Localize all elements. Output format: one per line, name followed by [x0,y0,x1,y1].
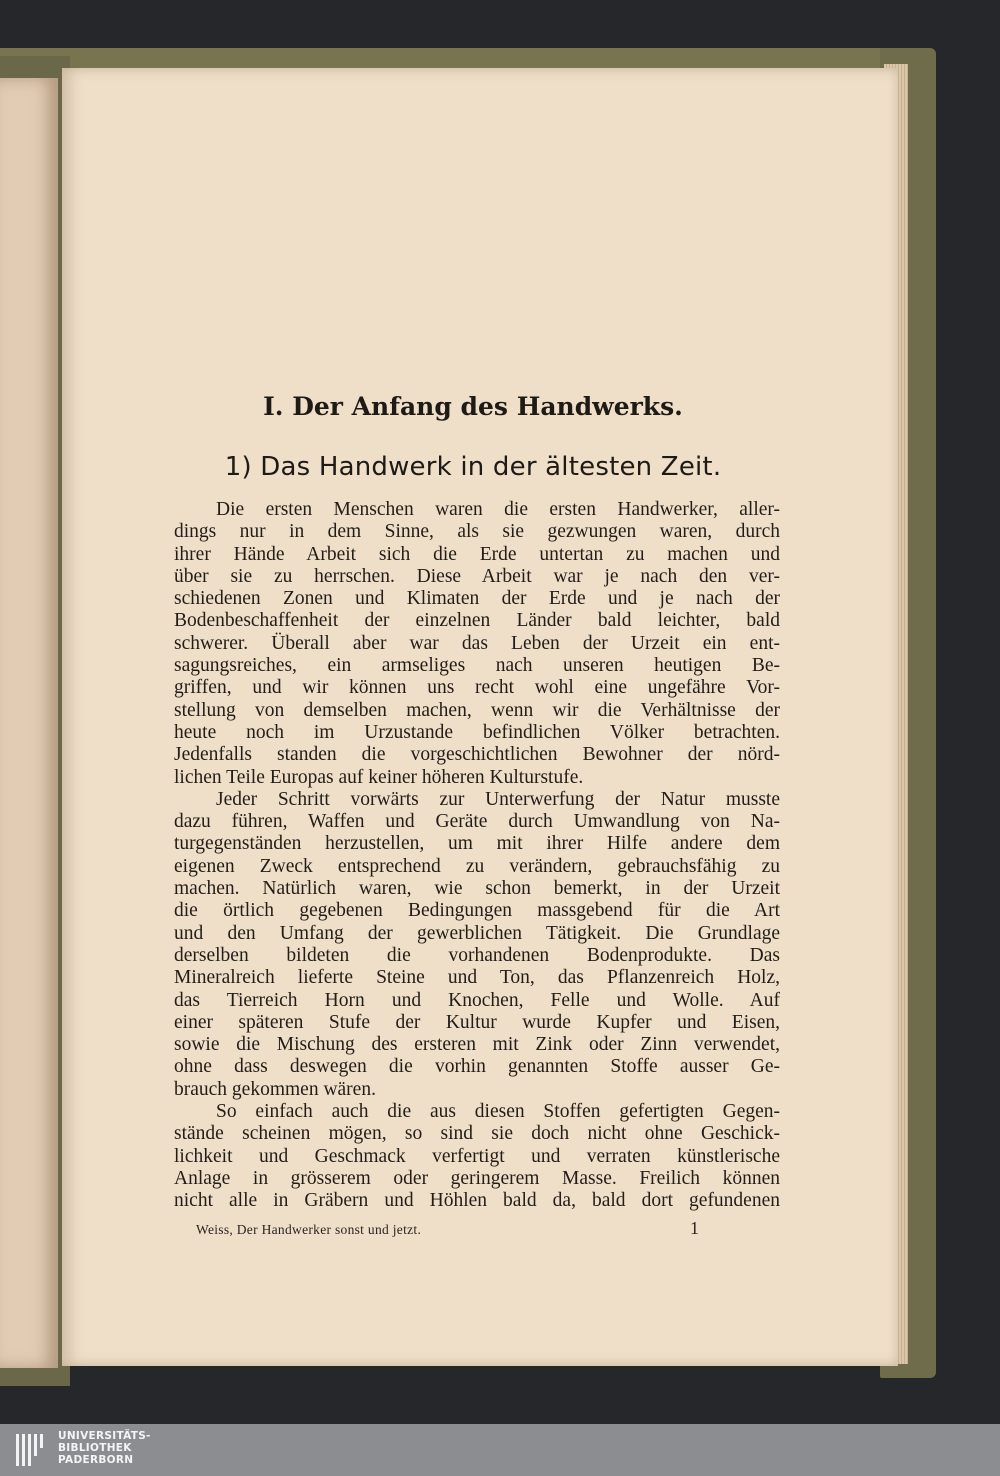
library-name [58,1430,151,1466]
text-line: stände scheinen mögen, so sind sie doch nicht ohne Geschick- [174,1123,780,1145]
text-line: derselben bildeten die vorhandenen Bodenprodukte. Das [174,944,780,966]
library-name-line: PADERBORN [58,1454,134,1466]
text-line: griffen, und wir können uns recht wohl eine ungefähre Vor- [174,677,780,699]
text-line: nicht alle in Gräbern und Höhlen bald da, bald dort gefundenen [174,1190,780,1212]
text-line: Bodenbeschaffenheit der einzelnen Länder bald leichter, bald [174,610,780,632]
text-line: und den Umfang der gewerblichen Tätigkeit. Die Grundlage [174,922,780,944]
text-line: Anlage in grösserem oder geringerem Masse. Freilich können [174,1167,780,1189]
facing-page-edge [0,78,58,1368]
text-line: ohne dass deswegen die vorhin genannten Stoffe ausser Ge- [174,1056,780,1078]
library-name-line: UNIVERSITÄTS- [58,1430,151,1442]
text-line: brauch gekommen wären. [174,1078,376,1100]
text-line: Mineralreich lieferte Steine und Ton, das Pflanzenreich Holz, [174,967,780,989]
text-line: über sie zu herrschen. Diese Arbeit war je nach den ver- [174,565,780,587]
text-line: Die ersten Menschen waren die ersten Handwerker, aller- [216,499,780,520]
body-text [174,499,780,1213]
text-line: heute noch im Urzustande befindlichen Völker betrachten. [174,721,780,743]
text-line: eigenen Zweck entsprechend zu verändern, gebrauchsfähig zu [174,855,780,877]
text-line: turgegenständen herzustellen, um mit ihrer Hilfe andere dem [174,833,780,855]
text-line: die örtlich gegebenen Bedingungen massgebend für die Art [174,900,780,922]
text-line: lichkeit und Geschmack verfertigt und verraten künstlerische [174,1145,780,1167]
text-line: dings nur in dem Sinne, als sie gezwungen waren, durch [174,521,780,543]
section-title: 1) Das Handwerk in der ältesten Zeit. [224,452,722,482]
text-line: das Tierreich Horn und Knochen, Felle und Wolle. Auf [174,989,780,1011]
library-logo-icon [14,1430,50,1470]
text-line: dazu führen, Waffen und Geräte durch Umwandlung von Na- [174,811,780,833]
text-line: Jeder Schritt vorwärts zur Unterwerfung der Natur musste [216,788,780,810]
text-line: schiedenen Zonen und Klimaten der Erde und je nach der [174,588,780,610]
text-line: stellung von demselben machen, wenn wir die Verhältnisse der [174,699,780,721]
chapter-title: I. Der Anfang des Handwerks. [263,392,683,421]
page-number: 1 [690,1218,699,1238]
text-line: sagungsreiches, ein armseliges nach unseren heutigen Be- [174,655,780,677]
text-line: sowie die Mischung des ersteren mit Zink oder Zinn verwendet, [174,1034,780,1056]
text-line: machen. Natürlich waren, wie schon bemerkt, in der Urzeit [174,878,780,900]
library-name-line: BIBLIOTHEK [58,1442,132,1454]
text-line: lichen Teile Europas auf keiner höheren Kulturstufe. [174,766,584,788]
text-line: ihrer Hände Arbeit sich die Erde untertan zu machen und [174,543,780,565]
text-line: schwerer. Überall aber war das Leben der Urzeit ein ent- [174,632,780,654]
text-line: einer späteren Stufe der Kultur wurde Kupfer und Eisen, [174,1011,780,1033]
text-line: Jedenfalls standen die vorgeschichtlichen Bewohner der nörd- [174,744,780,766]
running-footer: Weiss, Der Handwerker sonst und jetzt. [196,1222,422,1237]
text-line: So einfach auch die aus diesen Stoffen gefertigten Gegen- [216,1101,780,1123]
